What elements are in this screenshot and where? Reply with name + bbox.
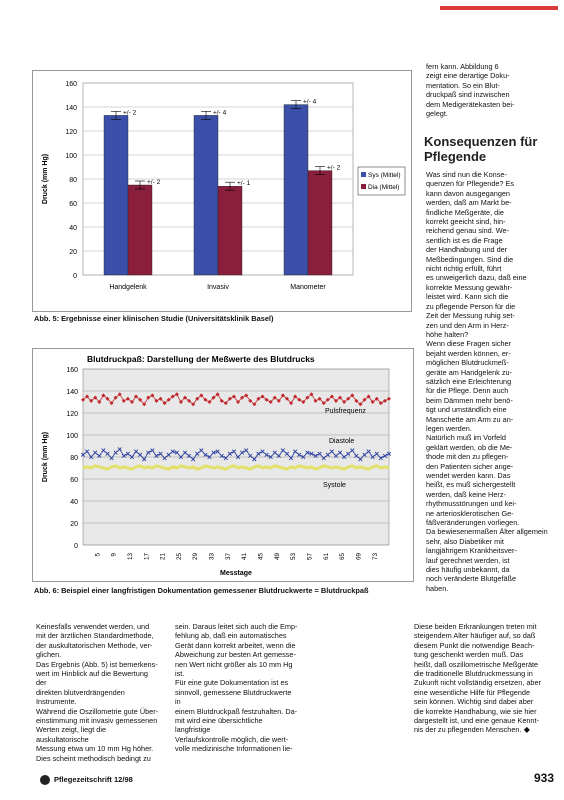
text-line: druckpaß sind inzwischen (426, 90, 510, 100)
text-line: Zeit der Messung ruhig set- (426, 311, 515, 321)
line-chart-blutdruckpass (32, 348, 414, 582)
text-line: zen und den Arm in Herz- (426, 320, 509, 330)
text-line: nis der zu pflegenden Menschen. ◆ (414, 725, 530, 735)
text-line: geräte am Handgelenk zu- (426, 367, 512, 377)
x-tick-label: 21 (159, 553, 167, 561)
text-line: fehlung ab, daß ein automatisches (175, 631, 287, 641)
text-line: haben. (426, 583, 449, 593)
text-line: eine wesentliche Hilfe für Pflegende (414, 687, 531, 697)
text-line: die korrekte Handhabung, wie sie hier (414, 706, 537, 716)
bar-dia (308, 171, 332, 275)
text-line: heißt, es muß sichergestellt (426, 480, 516, 490)
y-tick-label: 120 (66, 411, 78, 418)
x-category-label: Manometer (290, 284, 326, 291)
text-line: Keinesfalls verwendet werden, und (36, 622, 150, 631)
text-line: lauf gerechnet werden, ist (426, 555, 510, 565)
y-tick-label: 120 (65, 129, 77, 136)
right-column-top (426, 62, 560, 118)
text-line: nen Wert nicht größer als 10 mm Hg (175, 659, 293, 669)
y-tick-label: 100 (66, 433, 78, 440)
y-tick-label: 160 (66, 367, 78, 374)
x-category-label: Handgelenk (109, 284, 147, 291)
x-tick-label: 45 (257, 553, 265, 561)
x-tick-label: 17 (143, 553, 151, 561)
y-axis-label: Druck (mm Hg) (42, 153, 49, 205)
x-category-label: Invasiv (207, 284, 229, 291)
text-line: heißt, daß oszillometrische Meßgeräte (414, 659, 539, 669)
end-mark-icon: ◆ (521, 725, 530, 735)
text-line: sätzlich eine Erleichterung (426, 376, 512, 386)
text-line: gelegt. (426, 109, 448, 119)
error-label: +/- 4 (303, 98, 317, 106)
bar-dia (218, 186, 242, 275)
text-line: Messung etwa um 10 mm Hg höher. (36, 744, 154, 754)
legend-swatch (361, 184, 366, 189)
text-line: Das Ergebnis (Abb. 5) ist bemerkens- (36, 659, 158, 669)
y-tick-label: 160 (65, 81, 77, 88)
x-tick-label: 29 (192, 553, 200, 561)
text-line: fern kann. Abbildung 6 (426, 62, 499, 71)
error-label: +/- 2 (147, 179, 161, 186)
text-line: sein. Daraus leitet sich auch die Emp- (175, 622, 298, 631)
y-tick-label: 140 (65, 105, 77, 112)
y-axis-label: Druck (mm Hg) (42, 431, 49, 483)
text-line: es unweigerlich dazu, daß eine (426, 273, 527, 283)
text-line: reichend genau sind. We- (426, 226, 510, 236)
x-tick-label: 69 (355, 553, 363, 561)
x-tick-label: 9 (110, 553, 118, 557)
text-line: beim Dämmen mehr benö- (426, 395, 513, 405)
text-line: den Patienten sicher ange- (426, 461, 514, 471)
bar-sys (104, 115, 128, 275)
x-tick-label: 13 (126, 553, 134, 561)
text-line: geklärt werden, ob die Me- (426, 442, 513, 452)
text-line: sentlich ist es die Frage (426, 235, 503, 245)
text-line: mentation. So ein Blut- (426, 80, 500, 90)
text-line: direkten blutverdrängenden Instrumente. (36, 687, 125, 707)
text-line: sein können. Wichtig sind dabei aber (414, 697, 534, 707)
text-line: korrekte Messung gewähr- (426, 282, 513, 292)
text-line: dargestellt ist, und eine genaue Kennt- (414, 716, 539, 726)
x-tick-label: 53 (290, 553, 298, 561)
text-line: Was sind nun die Konse- (426, 170, 507, 179)
text-line: der Handhabung und der (426, 245, 508, 255)
text-line: legen werden. (426, 423, 472, 433)
legend-swatch (361, 172, 366, 177)
y-tick-label: 40 (70, 499, 78, 506)
x-tick-label: 65 (339, 553, 347, 561)
y-tick-label: 100 (65, 153, 77, 160)
x-tick-label: 61 (322, 553, 330, 561)
x-tick-label: 5 (94, 553, 102, 557)
text-line: einstimmung mit invasiv gemessenen (36, 716, 158, 726)
text-line: die traditionelle Blutdruckmessung in (414, 669, 533, 679)
figure-5-caption: Abb. 5: Ergebnisse einer klinischen Studie (Universitätsklinik Basel) (34, 314, 274, 323)
text-line: der auskultatorischen Methode, ver- (36, 640, 153, 650)
text-line: für die Pflege. Denn auch (426, 386, 509, 396)
bar-chart-study (32, 70, 412, 312)
y-tick-label: 80 (70, 455, 78, 462)
text-line: diesem Punkt die notwendige Beach- (414, 640, 535, 650)
legend-label: Sys (Mittel) (368, 172, 401, 179)
text-line: ist. (175, 669, 185, 679)
text-line: leistet wird. Kann sich die (426, 292, 509, 302)
text-line: korrekt geeicht sind, hin- (426, 217, 506, 227)
text-line: fäßveränderungen vorliegen. (426, 518, 520, 528)
text-line: quenzen für Pflegende? Es (426, 179, 515, 189)
text-line: Werten zeigt, liegt die auskultatorische (36, 725, 107, 744)
text-line: zu pflegende Person für die (426, 301, 516, 311)
text-line: Für eine gute Dokumentation ist es (175, 678, 289, 688)
error-label: +/- 2 (123, 109, 137, 117)
y-tick-label: 20 (69, 249, 77, 256)
right-column-main (426, 170, 560, 593)
text-line: werden, daß am Markt be- (426, 198, 512, 208)
text-line: nicht richtig erfüllt, führt (426, 264, 502, 274)
x-tick-label: 37 (224, 553, 232, 561)
text-line: tung geschenkt werden muß. Das (414, 650, 524, 660)
text-line: wendet werden kann. Das (426, 471, 511, 480)
text-line: sinnvoll, gemessene Blutdruckwerte in (175, 687, 292, 707)
text-line: tigt und umständlich eine (426, 405, 507, 415)
text-line: findliche Meßgeräte, die (426, 207, 504, 217)
text-line: Gerät dann korrekt arbeitet, wenn die (175, 640, 296, 650)
text-line: zeigt eine derartige Doku- (426, 71, 510, 81)
x-tick-label: 41 (241, 553, 249, 561)
y-tick-label: 0 (73, 273, 77, 280)
y-tick-label: 20 (70, 521, 78, 528)
text-line: mit wird eine übersichtliche langfristige (175, 716, 263, 735)
text-line: Während die Oszillometrie gute Über- (36, 706, 159, 716)
text-line: Dies scheint methodisch bedingt zu (36, 753, 151, 763)
x-tick-label: 57 (306, 553, 314, 561)
y-tick-label: 40 (69, 225, 77, 232)
series-label: Pulsfrequenz (325, 408, 366, 415)
y-tick-label: 80 (69, 177, 77, 184)
text-line: bejaht werden können, er- (426, 348, 511, 358)
error-label: +/- 4 (213, 109, 227, 117)
bar-dia (128, 185, 152, 275)
x-tick-label: 25 (175, 553, 183, 561)
text-line: Manschette am Arm zu an- (426, 414, 514, 424)
text-line: Natürlich muß im Vorfeld (426, 433, 506, 443)
text-line: Meßbedingungen. Sind die (426, 254, 514, 264)
text-line: werden, daß keine Herz- (426, 489, 506, 499)
text-line: mit der ärztlichen Standardmethode, (36, 631, 154, 641)
figure-6-caption: Abb. 6: Beispiel einer langfristigen Dokumentation gemessener Blutdruckwerte = Blutdruckpaß (34, 586, 369, 595)
footer-journal (40, 775, 133, 785)
text-line: Verlaufskontrolle möglich, die wert- (175, 734, 289, 744)
text-line: steigendem Alter häufiger auf, so daß (414, 631, 536, 641)
text-line: noch veränderte Blutgefäße (426, 574, 517, 584)
text-line: Abweichung zur besten Art gemesse- (175, 650, 296, 660)
text-line: Wenn diese Fragen sicher (426, 339, 512, 349)
chart-title: Blutdruckpaß: Darstellung der Meßwerte des Blutdrucks (87, 354, 315, 364)
header-accent-bar (440, 6, 558, 10)
series-label: Systole (323, 482, 346, 489)
page-number: 933 (534, 771, 555, 785)
x-tick-label: 49 (273, 553, 281, 561)
x-axis-label: Messtage (220, 570, 252, 577)
bar-sys (284, 105, 308, 275)
error-label: +/- 1 (237, 180, 251, 188)
bottom-column-1 (36, 622, 160, 763)
text-line: dem Medigerätekasten bei- (426, 99, 515, 109)
text-line: wert im Hinblick auf die Bewertung der (36, 669, 148, 688)
y-tick-label: 60 (70, 477, 78, 484)
text-line: Zukunft nicht vollständig ersetzen, aber (414, 678, 541, 688)
text-line: rhythmusstörungen und kei- (426, 499, 517, 509)
error-label: +/- 2 (327, 164, 341, 172)
text-line: langjährigem Krankheitsver- (426, 546, 517, 556)
text-line: einem Blutdruckpaß festzuhalten. Da- (175, 706, 298, 716)
section-heading: Konsequenzen für Pflegende (424, 134, 538, 164)
y-tick-label: 60 (69, 201, 77, 208)
bar-sys (194, 115, 218, 275)
text-line: möglichen Blutdruckmeß- (426, 358, 509, 368)
text-line: Da bewiesenermaßen Älter allgemein (426, 527, 548, 537)
x-tick-label: 33 (208, 553, 216, 561)
y-tick-label: 0 (74, 543, 78, 550)
legend-label: Dia (Mittel) (368, 184, 400, 191)
text-line: Diese beiden Erkrankungen treten mit (414, 622, 537, 631)
bottom-column-2 (175, 622, 299, 754)
y-tick-label: 140 (66, 389, 78, 396)
text-line: thode mit den zu pflegen- (426, 452, 509, 462)
text-line: ne arteriosklerotischen Ge- (426, 508, 514, 518)
x-tick-label: 73 (371, 553, 379, 561)
series-label: Diastole (329, 438, 355, 445)
bottom-column-3 (414, 622, 554, 735)
journal-name: Pflegezeitschrift 12/98 (54, 775, 133, 784)
text-line: glichen. (36, 650, 62, 660)
text-line: dies häufig unbekannt, da (426, 565, 510, 575)
text-line: volle medizinische Informationen lie- (175, 744, 293, 754)
text-line: sehr, also Diabetiker mit (426, 536, 504, 546)
text-line: kann davon ausgegangen (426, 188, 510, 198)
journal-logo-icon (40, 775, 50, 785)
text-line: höhe halten? (426, 329, 469, 339)
